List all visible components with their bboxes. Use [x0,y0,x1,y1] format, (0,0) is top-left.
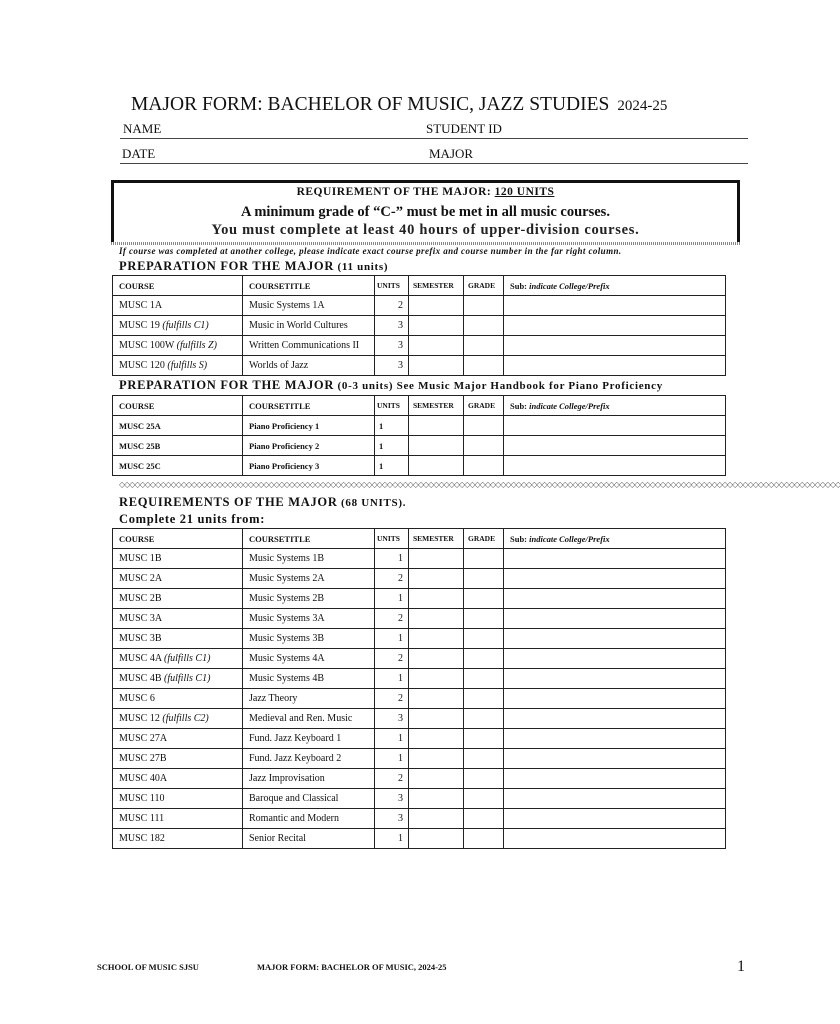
grade-cell[interactable] [464,789,504,809]
hatch-divider [111,242,740,245]
course-code: MUSC 100W [119,340,177,351]
title-header: COURSETITLE [243,276,375,296]
table-row [113,609,726,629]
semester-cell[interactable] [409,569,464,589]
course-code: MUSC 2B [119,593,162,604]
course-cell [113,789,243,809]
ge-note: (fulfills C2) [162,713,209,724]
name-label: NAME [123,121,162,136]
semester-cell[interactable] [409,336,464,356]
semester-header: SEMESTER [409,529,464,549]
section3-title: REQUIREMENTS OF THE MAJOR [119,495,338,509]
semester-cell[interactable] [409,436,464,456]
table-row [113,569,726,589]
page-number: 1 [737,958,745,975]
transfer-note: If course was completed at another college, please indicate exact course prefix and course number in the far right column. [119,246,622,256]
semester-cell[interactable] [409,456,464,476]
course-code: MUSC 25A [119,420,161,431]
sub-cell[interactable] [504,416,726,436]
grade-cell[interactable] [464,296,504,316]
sub-header [504,396,726,416]
course-title-cell: Fund. Jazz Keyboard 1 [243,729,375,749]
course-header: COURSE [113,396,243,416]
course-title-cell: Romantic and Modern [243,809,375,829]
course-title-cell: Jazz Theory [243,689,375,709]
units-cell: 1 [375,549,409,569]
course-code: MUSC 3A [119,613,163,624]
grade-cell[interactable] [464,709,504,729]
units-cell: 1 [375,829,409,849]
course-title-cell: Written Communications II [243,336,375,356]
table-row [113,589,726,609]
sub-cell[interactable] [504,669,726,689]
grade-header: GRADE [464,529,504,549]
table-header-row [113,276,726,296]
course-title-cell: Senior Recital [243,829,375,849]
course-code: MUSC 40A [119,773,168,784]
grade-cell[interactable] [464,336,504,356]
units-cell: 2 [375,769,409,789]
table-header-row [113,396,726,416]
table-row [113,436,726,456]
course-cell [113,589,243,609]
name-student-id-row [120,120,748,139]
course-code: MUSC 111 [119,813,165,824]
grade-cell[interactable] [464,829,504,849]
semester-cell[interactable] [409,749,464,769]
table-row [113,689,726,709]
sub-prefix: Sub: [510,533,530,544]
section2-table [112,395,726,476]
sub-cell[interactable] [504,609,726,629]
units-cell: 1 [375,589,409,609]
units-cell: 2 [375,649,409,669]
date-major-row [120,145,748,164]
grade-cell[interactable] [464,669,504,689]
table-row [113,669,726,689]
semester-cell[interactable] [409,296,464,316]
units-cell: 1 [375,456,409,476]
course-cell [113,729,243,749]
course-title-cell: Piano Proficiency 3 [243,456,375,476]
sub-cell[interactable] [504,296,726,316]
units-header: UNITS [375,529,409,549]
table-row [113,649,726,669]
semester-cell[interactable] [409,609,464,629]
semester-cell[interactable] [409,589,464,609]
sub-cell[interactable] [504,336,726,356]
course-title-cell: Jazz Improvisation [243,769,375,789]
requirement-units: 120 UNITS [494,186,555,198]
course-title-cell: Music Systems 2B [243,589,375,609]
semester-cell[interactable] [409,769,464,789]
course-cell [113,336,243,356]
course-title-cell: Medieval and Ren. Music [243,709,375,729]
course-cell [113,749,243,769]
grade-cell[interactable] [464,629,504,649]
sub-cell[interactable] [504,569,726,589]
sub-cell[interactable] [504,729,726,749]
title-year: 2024-25 [617,98,668,114]
semester-cell[interactable] [409,649,464,669]
semester-cell[interactable] [409,709,464,729]
course-title-cell: Music Systems 4A [243,649,375,669]
sub-header [504,529,726,549]
course-code: MUSC 19 [119,320,163,331]
course-code: MUSC 12 [119,713,163,724]
section3-heading [119,495,406,510]
sub-cell[interactable] [504,456,726,476]
course-code: MUSC 6 [119,693,155,704]
units-cell: 2 [375,296,409,316]
units-cell: 3 [375,809,409,829]
semester-header: SEMESTER [409,276,464,296]
units-cell: 1 [375,436,409,456]
semester-cell[interactable] [409,789,464,809]
course-code: MUSC 1A [119,300,163,311]
requirement-units-line [114,186,737,198]
ge-note: (fulfills Z) [176,340,217,351]
units-cell: 3 [375,336,409,356]
sub-instruction: indicate College/Prefix [529,400,610,411]
course-code: MUSC 25B [119,440,161,451]
section2-heading [119,378,663,393]
grade-cell[interactable] [464,569,504,589]
semester-cell[interactable] [409,669,464,689]
course-header: COURSE [113,529,243,549]
grade-cell[interactable] [464,649,504,669]
section1-units: (11 units) [334,261,389,273]
course-code: MUSC 182 [119,833,165,844]
course-title-cell: Fund. Jazz Keyboard 2 [243,749,375,769]
table-row [113,336,726,356]
course-title-cell: Music in World Cultures [243,316,375,336]
sub-cell[interactable] [504,316,726,336]
units-cell: 3 [375,709,409,729]
table-row [113,549,726,569]
units-cell: 2 [375,609,409,629]
grade-requirement: A minimum grade of “C-” must be met in all music courses. [241,204,610,220]
section1-table [112,275,726,376]
course-code: MUSC 1B [119,553,162,564]
course-cell [113,609,243,629]
course-cell [113,456,243,476]
table-row [113,729,726,749]
sub-cell[interactable] [504,356,726,376]
course-code: MUSC 2A [119,573,163,584]
semester-cell[interactable] [409,729,464,749]
table-row [113,416,726,436]
grade-cell[interactable] [464,356,504,376]
sub-instruction: indicate College/Prefix [529,533,610,544]
course-cell [113,436,243,456]
table-row [113,296,726,316]
section3-instruction: Complete 21 units from: [119,512,266,526]
course-cell [113,629,243,649]
table-row [113,709,726,729]
grade-cell[interactable] [464,589,504,609]
table-row [113,829,726,849]
grade-cell[interactable] [464,416,504,436]
course-cell [113,549,243,569]
grade-cell[interactable] [464,436,504,456]
grade-cell[interactable] [464,689,504,709]
student-id-label: STUDENT ID [426,121,502,136]
sub-cell[interactable] [504,549,726,569]
sub-prefix: Sub: [510,280,530,291]
requirement-box [111,180,740,245]
course-title-cell: Piano Proficiency 1 [243,416,375,436]
sub-cell[interactable] [504,829,726,849]
semester-cell[interactable] [409,689,464,709]
course-cell [113,709,243,729]
sub-cell[interactable] [504,689,726,709]
units-cell: 3 [375,316,409,336]
course-title-cell: Music Systems 2A [243,569,375,589]
grade-cell[interactable] [464,729,504,749]
course-cell [113,769,243,789]
course-title-cell: Worlds of Jazz [243,356,375,376]
semester-cell[interactable] [409,356,464,376]
ge-note: (fulfills C1) [162,320,209,331]
diamond-divider: ◇◇◇◇◇◇◇◇◇◇◇◇◇◇◇◇◇◇◇◇◇◇◇◇◇◇◇◇◇◇◇◇◇◇◇◇◇◇◇◇◇◇◇◇◇◇◇◇◇◇◇◇◇◇◇◇◇◇◇◇◇◇◇◇◇◇◇◇◇◇◇◇◇◇◇◇◇◇◇◇◇◇◇◇◇◇◇◇◇◇◇◇◇◇◇◇◇◇◇◇◇◇◇◇◇◇◇◇◇◇◇◇◇◇◇◇◇◇◇◇◇◇◇◇◇◇◇◇◇◇◇◇◇◇◇◇◇◇◇◇ [119,480,840,489]
sub-cell[interactable] [504,649,726,669]
course-cell [113,416,243,436]
course-title-cell: Music Systems 1A [243,296,375,316]
course-cell [113,316,243,336]
semester-cell[interactable] [409,629,464,649]
course-code: MUSC 110 [119,793,165,804]
ge-note: (fulfills C1) [164,673,211,684]
major-label: MAJOR [429,146,474,161]
units-header: UNITS [375,276,409,296]
footer-form-title: MAJOR FORM: BACHELOR OF MUSIC, 2024-25 [257,962,447,972]
table-header-row [113,529,726,549]
grade-cell[interactable] [464,769,504,789]
course-code: MUSC 27A [119,733,168,744]
units-cell: 2 [375,569,409,589]
units-cell: 1 [375,729,409,749]
units-cell: 3 [375,356,409,376]
course-code: MUSC 120 [119,360,168,371]
requirement-prefix: REQUIREMENT OF THE MAJOR: [296,186,495,198]
grade-cell[interactable] [464,456,504,476]
course-title-cell: Music Systems 1B [243,549,375,569]
course-cell [113,689,243,709]
page-title [131,94,667,116]
course-code: MUSC 27B [119,753,167,764]
upper-division-requirement: You must complete at least 40 hours of upper-division courses. [211,222,640,238]
title-text: MAJOR FORM: BACHELOR OF MUSIC, JAZZ STUDIES [131,94,610,115]
semester-cell[interactable] [409,416,464,436]
grade-cell[interactable] [464,809,504,829]
course-cell [113,669,243,689]
course-code: MUSC 3B [119,633,162,644]
sub-cell[interactable] [504,809,726,829]
grade-cell[interactable] [464,549,504,569]
units-cell: 2 [375,689,409,709]
course-code: MUSC 25C [119,460,161,471]
grade-header: GRADE [464,396,504,416]
course-cell [113,569,243,589]
table-row [113,316,726,336]
section1-title: PREPARATION FOR THE MAJOR [119,259,335,273]
course-title-cell: Music Systems 3B [243,629,375,649]
semester-header: SEMESTER [409,396,464,416]
footer-school: SCHOOL OF MUSIC SJSU [97,962,199,972]
table-row [113,749,726,769]
course-cell [113,296,243,316]
ge-note: (fulfills C1) [164,653,211,664]
sub-cell[interactable] [504,436,726,456]
section1-heading [119,259,388,274]
course-cell [113,649,243,669]
section2-title: PREPARATION FOR THE MAJOR [119,378,335,392]
table-row [113,629,726,649]
sub-cell[interactable] [504,749,726,769]
units-cell: 1 [375,416,409,436]
sub-header [504,276,726,296]
course-title-cell: Baroque and Classical [243,789,375,809]
title-header: COURSETITLE [243,529,375,549]
table-row [113,789,726,809]
units-header: UNITS [375,396,409,416]
sub-cell[interactable] [504,629,726,649]
sub-cell[interactable] [504,769,726,789]
grade-cell[interactable] [464,609,504,629]
units-cell: 1 [375,749,409,769]
course-title-cell: Music Systems 4B [243,669,375,689]
table-row [113,456,726,476]
sub-instruction: indicate College/Prefix [529,280,610,291]
semester-cell[interactable] [409,316,464,336]
table-row [113,356,726,376]
course-title-cell: Piano Proficiency 2 [243,436,375,456]
course-cell [113,829,243,849]
table-row [113,809,726,829]
grade-cell[interactable] [464,749,504,769]
course-code: MUSC 4A [119,653,165,664]
sub-prefix: Sub: [510,400,530,411]
course-cell [113,809,243,829]
table-row [113,769,726,789]
sub-cell[interactable] [504,709,726,729]
ge-note: (fulfills S) [167,360,208,371]
sub-cell[interactable] [504,789,726,809]
course-cell [113,356,243,376]
title-header: COURSETITLE [243,396,375,416]
units-cell: 1 [375,629,409,649]
semester-cell[interactable] [409,549,464,569]
grade-header: GRADE [464,276,504,296]
semester-cell[interactable] [409,829,464,849]
section3-units: (68 UNITS). [337,497,407,509]
units-cell: 3 [375,789,409,809]
course-header: COURSE [113,276,243,296]
units-cell: 1 [375,669,409,689]
semester-cell[interactable] [409,809,464,829]
grade-cell[interactable] [464,316,504,336]
course-code: MUSC 4B [119,673,165,684]
section3-table [112,528,726,849]
course-title-cell: Music Systems 3A [243,609,375,629]
sub-cell[interactable] [504,589,726,609]
section2-units: (0-3 units) See Music Major Handbook for Piano Proficiency [334,380,663,392]
date-label: DATE [122,146,156,161]
